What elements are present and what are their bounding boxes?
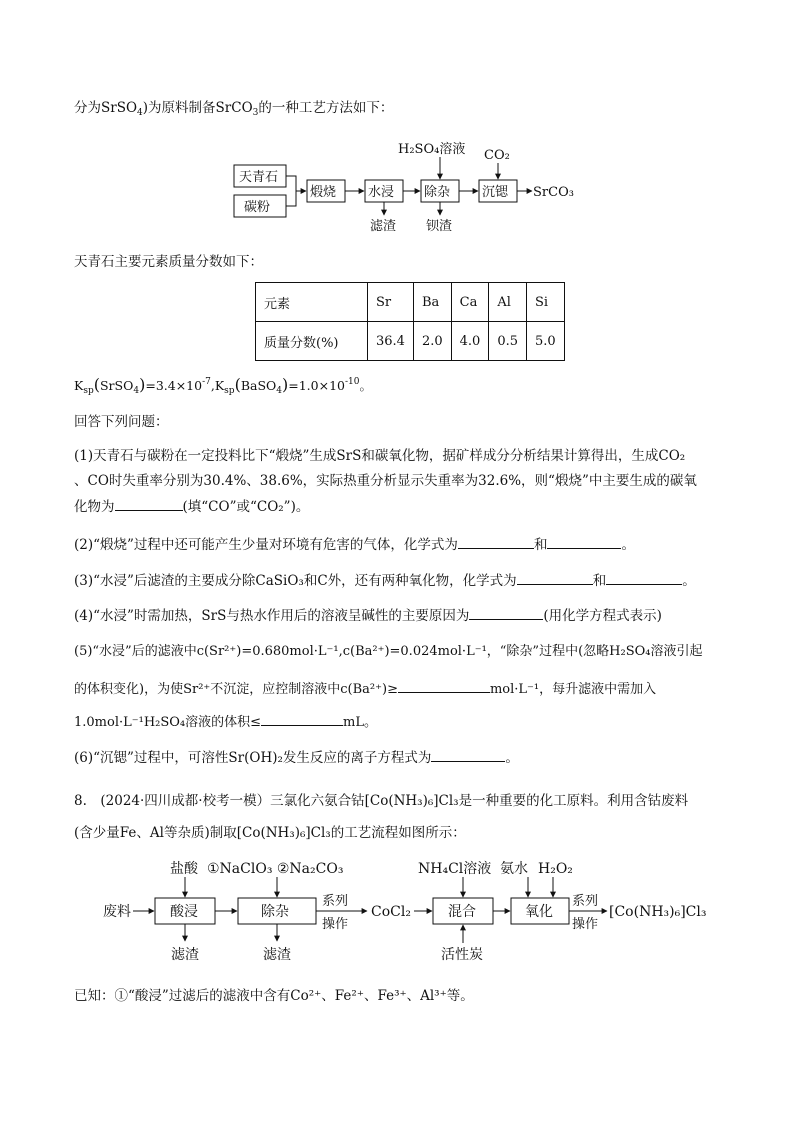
known-line: 已知：①“酸浸”过滤后的滤液中含有Co²⁺、Fe²⁺、Fe³⁺、Al³⁺等。 [74, 988, 474, 1004]
step-purify: 除杂 [424, 185, 451, 200]
residue-acid-leach: 滤渣 [171, 947, 199, 963]
flowchart-cobalt [0, 855, 800, 975]
reagent-nh4cl: NH₄Cl溶液 [418, 861, 492, 877]
reagent-h2so4: H₂SO₄溶液 [398, 142, 466, 157]
reagent-naclo3-na2co3: ①NaClO₃ ②Na₂CO₃ [207, 861, 344, 877]
product-srco3: SrCO₃ [533, 185, 574, 200]
answer-blank[interactable] [606, 570, 682, 585]
q2-line: (2)“煅烧”过程中还可能产生少量对环境有危害的气体，化学式为 和 。 [74, 534, 635, 555]
table-cell: Al [489, 283, 527, 322]
reagent-h2o2: H₂O₂ [538, 861, 573, 877]
input-celestite: 天青石 [239, 170, 279, 185]
intro-line: 分为SrSO$_4$)为原料制备SrCO$_3$的一种工艺方法如下： [74, 100, 394, 118]
q3-line: (3)“水浸”后滤渣的主要成分除CaSiO₃和C外，还有两种氧化物，化学式为 和 。 [74, 570, 696, 591]
answer-blank[interactable] [431, 747, 505, 762]
answer-blank[interactable] [398, 678, 490, 693]
q1-line3: 化物为 (填“CO”或“CO₂”)。 [74, 496, 309, 517]
table-cell: Ca [451, 283, 489, 322]
step-acid-leach: 酸浸 [170, 904, 198, 920]
table-cell: 元素 [256, 283, 368, 322]
table-cell: 5.0 [527, 322, 565, 361]
answer-blank[interactable] [469, 605, 543, 620]
flowchart-srco3 [0, 135, 800, 240]
q6-line: (6)“沉锶”过程中，可溶性Sr(OH)₂发生反应的离子方程式为 。 [74, 747, 519, 768]
element-table [255, 282, 565, 361]
reagent-ammonia: 氨水 [500, 861, 528, 877]
table-caption: 天青石主要元素质量分数如下： [74, 254, 263, 270]
table-row [256, 322, 565, 361]
op-label-2a: 系列 [572, 894, 599, 909]
table-cell: Ba [413, 283, 451, 322]
residue-remove-impurity: 滤渣 [263, 947, 291, 963]
table-cell: 4.0 [451, 322, 489, 361]
q1-line1: (1)天青石与碳粉在一定投料比下“煅烧”生成SrS和碳氧化物，据矿样成分分析结果计算得出，生成CO₂ [74, 448, 686, 464]
q5-line1: (5)“水浸”后的滤液中c(Sr²⁺)=0.680mol·L⁻¹,c(Ba²⁺)=0.024mol·L⁻¹，“除杂”过程中(忽略H₂SO₄溶液引起 [74, 644, 703, 659]
op-label-2b: 操作 [572, 917, 599, 932]
table-cell: 0.5 [489, 322, 527, 361]
q8-line1: 8. (2024·四川成都·校考一模）三氯化六氨合钴[Co(NH₃)₆]Cl₃是一种重要的化工原料。利用含钴废料 [74, 793, 689, 809]
step-mix: 混合 [448, 904, 476, 920]
reagent-co2: CO₂ [484, 148, 510, 163]
reagent-hcl: 盐酸 [170, 861, 198, 877]
table-cell: Si [527, 283, 565, 322]
answer-heading: 回答下列问题： [74, 414, 169, 430]
q5-line2: 的体积变化)，为使Sr²⁺不沉淀，应控制溶液中c(Ba²⁺)≥ mol·L⁻¹，每升滤液中需加入 [74, 678, 656, 700]
q4-line: (4)“水浸”时需加热，SrS与热水作用后的溶液呈碱性的主要原因为 (用化学方程式表示) [74, 605, 662, 626]
step-calcine: 煅烧 [310, 185, 337, 200]
answer-blank[interactable] [547, 534, 621, 549]
table-cell: 质量分数(%) [256, 322, 368, 361]
table-cell: Sr [368, 283, 414, 322]
table-cell: 36.4 [368, 322, 414, 361]
ksp-line: $K_{sp}(SrSO_4)=3.4\times 10^{-7},K_{sp}(BaSO_4)=1.0\times 10^{-10}$。 [74, 375, 373, 396]
answer-blank[interactable] [261, 711, 343, 726]
answer-blank[interactable] [458, 534, 534, 549]
q5-line3: 1.0mol·L⁻¹H₂SO₄溶液的体积≤ mL。 [74, 711, 377, 733]
step-precipitate: 沉锶 [482, 185, 509, 200]
op-label-1b: 操作 [322, 917, 349, 932]
answer-blank[interactable] [517, 570, 593, 585]
step-remove-impurity: 除杂 [261, 904, 289, 920]
q8-line2: (含少量Fe、Al等杂质)制取[Co(NH₃)₆]Cl₃的工艺流程如图所示： [74, 825, 466, 841]
table-cell: 2.0 [413, 322, 451, 361]
step-oxidize: 氧化 [525, 904, 553, 920]
input-carbon: 碳粉 [244, 200, 271, 215]
product-complex: [Co(NH₃)₆]Cl₃ [609, 904, 707, 920]
byproduct-barium: 钡渣 [426, 219, 453, 234]
byproduct-residue: 滤渣 [370, 219, 397, 234]
intermediate-cocl2: CoCl₂ [371, 904, 411, 920]
q1-line2: 、CO时失重率分别为30.4%、38.6%，实际热重分析显示失重率为32.6%，则“煅烧”中主要生成的碳氧 [74, 473, 697, 489]
op-label-1a: 系列 [322, 894, 349, 909]
step-leach: 水浸 [368, 185, 395, 200]
answer-blank[interactable] [115, 496, 183, 511]
additive-carbon: 活性炭 [441, 947, 483, 963]
table-row [256, 283, 565, 322]
start-waste: 废料 [103, 904, 131, 920]
